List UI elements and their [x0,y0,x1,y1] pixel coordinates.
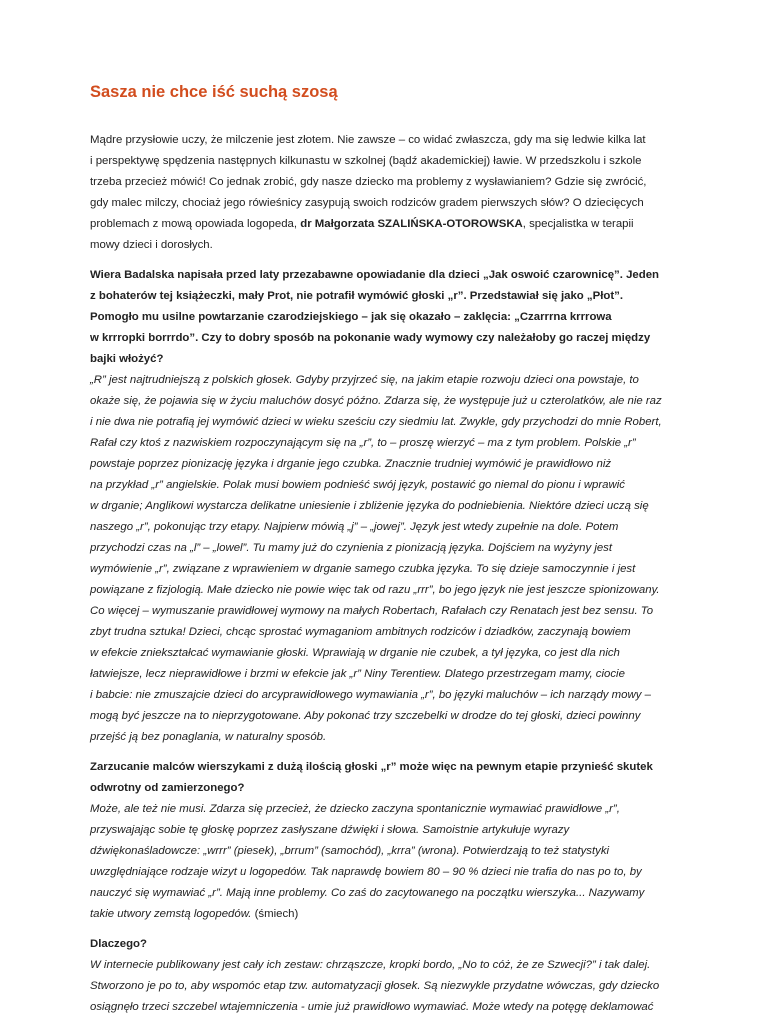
article [90,82,690,1027]
question-3 [90,934,690,955]
answer-line: „R” jest najtrudniejszą z polskich głosek. Gdyby przyjrzeć się, na jakim etapie rozwoju dzieci ona powstaje, to [90,374,639,386]
author-name: dr Małgorzata SZALIŃSKA-OTOROWSKA [300,218,523,230]
question-line: w krrropki borrrdo”. Czy to dobry sposób na pokonanie wady wymowy czy należałoby go raczej między [90,332,651,344]
answer-line: mogą być jeszcze na to nieprzygotowane. Aby pokonać trzy szczebelki w drodze do tej głoski, dzieci powinny [90,710,641,722]
answer-line: zbyt trudna sztuka! Dzieci, chcąc sprostać wymaganiom ambitnych rodziców i dziadków, zaczynają bowiem [90,626,631,638]
intro-paragraph [90,130,690,256]
answer-line: łatwiejsze, lecz nieprawidłowe i brzmi w efekcie jak „r” Niny Terentiew. Dlatego przestrzegam mamy, ciocie [90,668,625,680]
question-line: Dlaczego? [90,938,147,950]
answer-text: takie utwory zemstą logopedów. [90,908,252,920]
question-1 [90,265,690,370]
answer-line: i nie dwa nie potrafią jej wymówić dzieci w wieku sześciu czy siedmiu lat. Zwykle, gdy przychodzi do mnie Robert, [90,416,662,428]
answer-line: powiązane z fizjologią. Małe dziecko nie powie więc tak od razu „rrr”, bo jego język nie jest jeszcze spionizowany. [90,584,660,596]
intro-text: , specjalistka w terapii [522,218,634,230]
answer-line: na przykład „r” angielskie. Polak musi bowiem podnieść swój język, postawić go niemal do pionu i wprawić [90,479,625,491]
answer-line: okaże się, że pojawia się w życiu maluchów dosyć późno. Zdarza się, że występuje już u czterolatków, ale nie raz [90,395,662,407]
answer-line: Może, ale też nie musi. Zdarza się przecież, że dziecko zaczyna spontanicznie wymawiać prawidłowe „r”, [90,803,620,815]
answer-2 [90,799,690,925]
intro-line: gdy malec milczy, chociaż jego rówieśnicy zasypują swoich rodziców gradem pierwszych słów? O dziecięcych [90,197,644,209]
intro-line: trzeba przecież mówić! Co jednak zrobić, gdy nasze dziecko ma problemy z wysławianiem? Gdzie się zwrócić, [90,176,647,188]
answer-line: nauczyć się wymawiać „r”. Mają inne problemy. Co zaś do zacytowanego na początku wierszyka... Nazywamy [90,887,645,899]
question-line: Wiera Badalska napisała przed laty przezabawne opowiadanie dla dzieci „Jak oswoić czarownicę”. Jeden [90,269,659,281]
answer-line [90,904,690,925]
answer-line: naszego „r”, pokonując trzy etapy. Najpierw mówią „j” – „jowej”. Język jest wtedy zupełnie na dole. Potem [90,521,619,533]
question-line: Zarzucanie malców wierszykami z dużą ilością głoski „r” może więc na pewnym etapie przynieść skutek [90,761,653,773]
answer-line: W internecie publikowany jest cały ich zestaw: chrząszcze, kropki bordo, „No to cóż, że ze Szwecji?” i tak dalej. [90,959,651,971]
answer-line: w efekcie zniekształcać wymawianie głoski. Wprawiają w drganie nie czubek, a tył języka, co jest dla nich [90,647,620,659]
article-title: Sasza nie chce iść suchą szosą [90,83,338,101]
answer-text-normal: (śmiech) [251,908,299,920]
intro-line: mowy dzieci i dorosłych. [90,239,213,251]
intro-line [90,214,690,235]
answer-line: Stworzono je po to, aby wspomóc etap tzw. automatyzacji głosek. Są niezwykle przydatne wówczas, gdy dziecko [90,980,660,992]
answer-line: przyswajając sobie tę głoskę poprzez zasłyszane dźwięki i słowa. Samoistnie artykułuje wyrazy [90,824,570,836]
answer-line: osiągnęło trzeci szczebel wtajemniczenia - umie już prawidłowo wymawiać. Może wtedy na potęgę deklamować [90,1001,654,1013]
intro-line: i perspektywę spędzenia następnych kilkunastu w szkolnej (bądź akademickiej) ławie. W przedszkolu i szkole [90,155,642,167]
intro-line: Mądre przysłowie uczy, że milczenie jest złotem. Nie zawsze – co widać zwłaszcza, gdy ma się ledwie kilka lat [90,134,646,146]
answer-line: przychodzi czas na „l” – „lowel”. Tu mamy już do czynienia z pionizacją języka. Dojściem na wyżyny jest [90,542,613,554]
answer-1 [90,370,690,748]
answer-3 [90,955,690,1018]
intro-text: problemach z mową opowiada logopeda, [90,218,301,230]
answer-line: wymówienie „r”, związane z wprawieniem w drganie samego czubka języka. To się dzieje samoczynnie i jest [90,563,636,575]
answer-line: i babcie: nie zmuszajcie dzieci do arcyprawidłowego wymawiania „r”, bo języki maluchów – ich narządy mowy – [90,689,651,701]
answer-line: Co więcej – wymuszanie prawidłowej wymowy na małych Robertach, Rafałach czy Renatach jest bez sensu. To [90,605,654,617]
answer-line: przejść ją bez ponaglania, w naturalny sposób. [90,731,327,743]
answer-line: dźwiękonaśladowcze: „wrrr” (piesek), „brrum” (samochód), „krra” (wrona). Potwierdzają to też statystyki [90,845,610,857]
question-2 [90,757,690,799]
answer-line: powstaje poprzez pionizację języka i drganie jego czubka. Znacznie trudniej wymówić je prawidłowo niż [90,458,612,470]
question-line: z bohaterów tej książeczki, mały Prot, nie potrafił wymówić głoski „r”. Przedstawiał się jako „Płot”. [90,290,623,302]
answer-line: Rafał czy ktoś z nazwiskiem rozpoczynającym się na „r”, to – proszę wierzyć – ma z tym problem. Polskie „r” [90,437,636,449]
question-line: odwrotny od zamierzonego? [90,782,245,794]
question-line: Pomogło mu usilne powtarzanie czarodziejskiego – jak się okazało – zaklęcia: „Czarrrna krrrowa [90,311,612,323]
answer-line: w drganie; Anglikowi wystarcza delikatne uniesienie i zbliżenie języka do podniebienia. Niektóre dzieci uczą się [90,500,649,512]
answer-line: uwzględniające rodzaje wizyt u logopedów. Tak naprawdę bowiem 80 – 90 % dzieci nie trafia do nas po to, by [90,866,642,878]
question-line: bajki włożyć? [90,353,164,365]
